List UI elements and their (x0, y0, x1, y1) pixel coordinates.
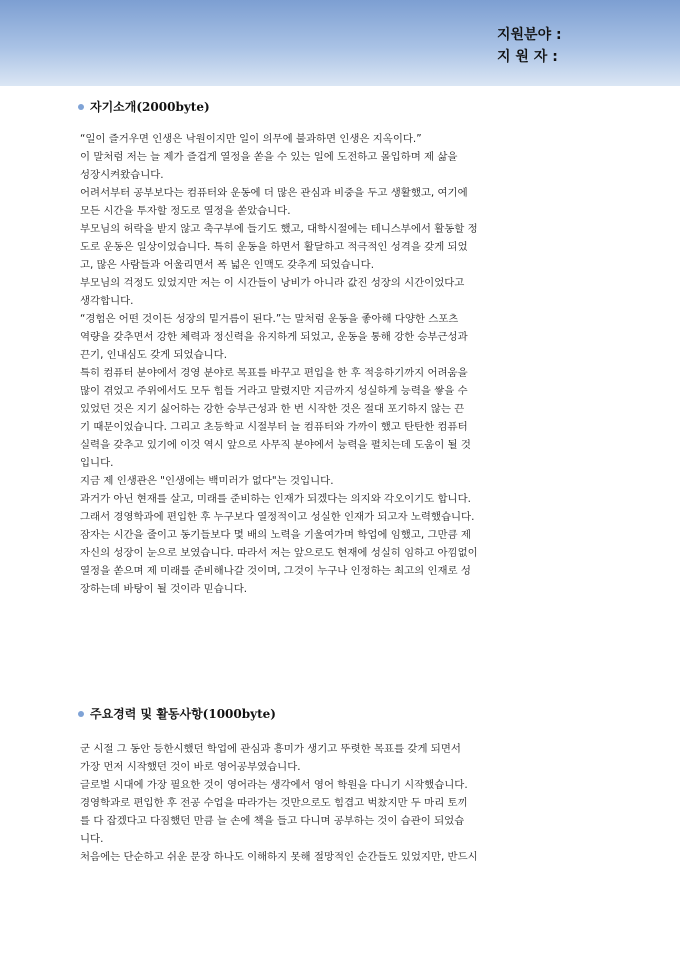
field-label: 지원분야 : (497, 27, 562, 43)
section-title-career (78, 705, 276, 722)
body-line: 장하는데 바탕이 될 것이라 믿습니다. (80, 583, 248, 595)
body-line: 부모님의 허락을 받지 않고 축구부에 들기도 했고, 대학시절에는 테니스부에서 활동할 정 (80, 223, 478, 235)
body-line: 글로벌 시대에 가장 필요한 것이 영어라는 생각에서 영어 학원을 다니기 시작했습니다. (80, 779, 468, 791)
body-line: 가장 먼저 시작했던 것이 바로 영어공부였습니다. (80, 761, 301, 773)
body-line: 입니다. (80, 457, 114, 469)
body-line: 모든 시간을 투자할 정도로 열정을 쏟았습니다. (80, 205, 291, 217)
body-line: 성장시켜왔습니다. (80, 169, 164, 181)
body-line: 부모님의 걱정도 있었지만 저는 이 시간들이 낭비가 아니라 값진 성장의 시간이었다고 (80, 277, 465, 289)
body-line: 특히 컴퓨터 분야에서 경영 분야로 목표를 바꾸고 편입을 한 후 적응하기까지 어려움을 (80, 367, 468, 379)
header-banner (0, 0, 680, 86)
body-line: 니다. (80, 833, 104, 845)
bullet-icon (78, 104, 84, 110)
body-line: 처음에는 단순하고 쉬운 문장 하나도 이해하지 못해 절망적인 순간들도 있었지만, 반드시 (80, 851, 478, 863)
body-line: 군 시절 그 동안 등한시했던 학업에 관심과 흥미가 생기고 뚜렷한 목표를 갖게 되면서 (80, 743, 461, 755)
body-line: “일이 즐거우면 인생은 낙원이지만 일이 의무에 불과하면 인생은 지옥이다.” (80, 133, 422, 145)
body-line: 고, 많은 사람들과 어울리면서 폭 넓은 인맥도 갖추게 되었습니다. (80, 259, 374, 271)
body-line: “경험은 어떤 것이든 성장의 밑거름이 된다.”는 말처럼 운동을 좋아해 다양한 스포츠 (80, 313, 459, 325)
body-line: 경영학과로 편입한 후 전공 수업을 따라가는 것만으로도 힘겹고 벅찼지만 두 마리 토끼 (80, 797, 468, 809)
body-line: 그래서 경영학과에 편입한 후 누구보다 열정적이고 성실한 인재가 되고자 노력했습니다. (80, 511, 475, 523)
section-title-self-intro (78, 98, 210, 115)
career-body (80, 740, 600, 866)
body-line: 끈기, 인내심도 갖게 되었습니다. (80, 349, 227, 361)
body-line: 어려서부터 공부보다는 컴퓨터와 운동에 더 많은 관심과 비중을 두고 생활했고, 여기에 (80, 187, 468, 199)
applicant-label: 지 원 자 : (497, 49, 558, 65)
body-line: 지금 제 인생관은 "인생에는 백미러가 없다"는 것입니다. (80, 475, 334, 487)
body-line: 열정을 쏟으며 제 미래를 준비해나갈 것이며, 그것이 누구나 인정하는 최고의 인재로 성 (80, 565, 471, 577)
body-line: 과거가 아닌 현재를 살고, 미래를 준비하는 인재가 되겠다는 의지와 각오이기도 합니다. (80, 493, 471, 505)
body-line: 이 말처럼 저는 늘 제가 즐겁게 열정을 쏟을 수 있는 일에 도전하고 몰입하며 제 삶을 (80, 151, 458, 163)
section-title-text: 주요경력 및 활동사항(1000byte) (90, 707, 276, 721)
body-line: 많이 겪었고 주위에서도 모두 힘들 거라고 말렸지만 지금까지 성실하게 능력을 쌓을 수 (80, 385, 468, 397)
body-line: 기 때문이었습니다. 그리고 초등학교 시절부터 늘 컴퓨터와 가까이 했고 탄탄한 컴퓨터 (80, 421, 468, 433)
body-line: 를 다 잡겠다고 다짐했던 만큼 늘 손에 책을 들고 다니며 공부하는 것이 습관이 되었습 (80, 815, 465, 827)
body-line: 생각합니다. (80, 295, 134, 307)
section-title-text: 자기소개(2000byte) (90, 100, 210, 114)
body-line: 실력을 갖추고 있기에 이것 역시 앞으로 사무직 분야에서 능력을 펼치는데 도움이 될 것 (80, 439, 471, 451)
body-line: 잠자는 시간을 줄이고 동기들보다 몇 배의 노력을 기울여가며 학업에 임했고, 그만큼 제 (80, 529, 471, 541)
body-line: 역량을 갖추면서 강한 체력과 정신력을 유지하게 되었고, 운동을 통해 강한 승부근성과 (80, 331, 468, 343)
body-line: 자신의 성장이 눈으로 보였습니다. 따라서 저는 앞으로도 현재에 성실히 임하고 아낌없이 (80, 547, 478, 559)
self-intro-body (80, 130, 600, 598)
bullet-icon (78, 711, 84, 717)
body-line: 도로 운동은 일상이었습니다. 특히 운동을 하면서 활달하고 적극적인 성격을 갖게 되었 (80, 241, 468, 253)
body-line: 있었던 것은 지기 싫어하는 강한 승부근성과 한 번 시작한 것은 절대 포기하지 않는 끈 (80, 403, 465, 415)
